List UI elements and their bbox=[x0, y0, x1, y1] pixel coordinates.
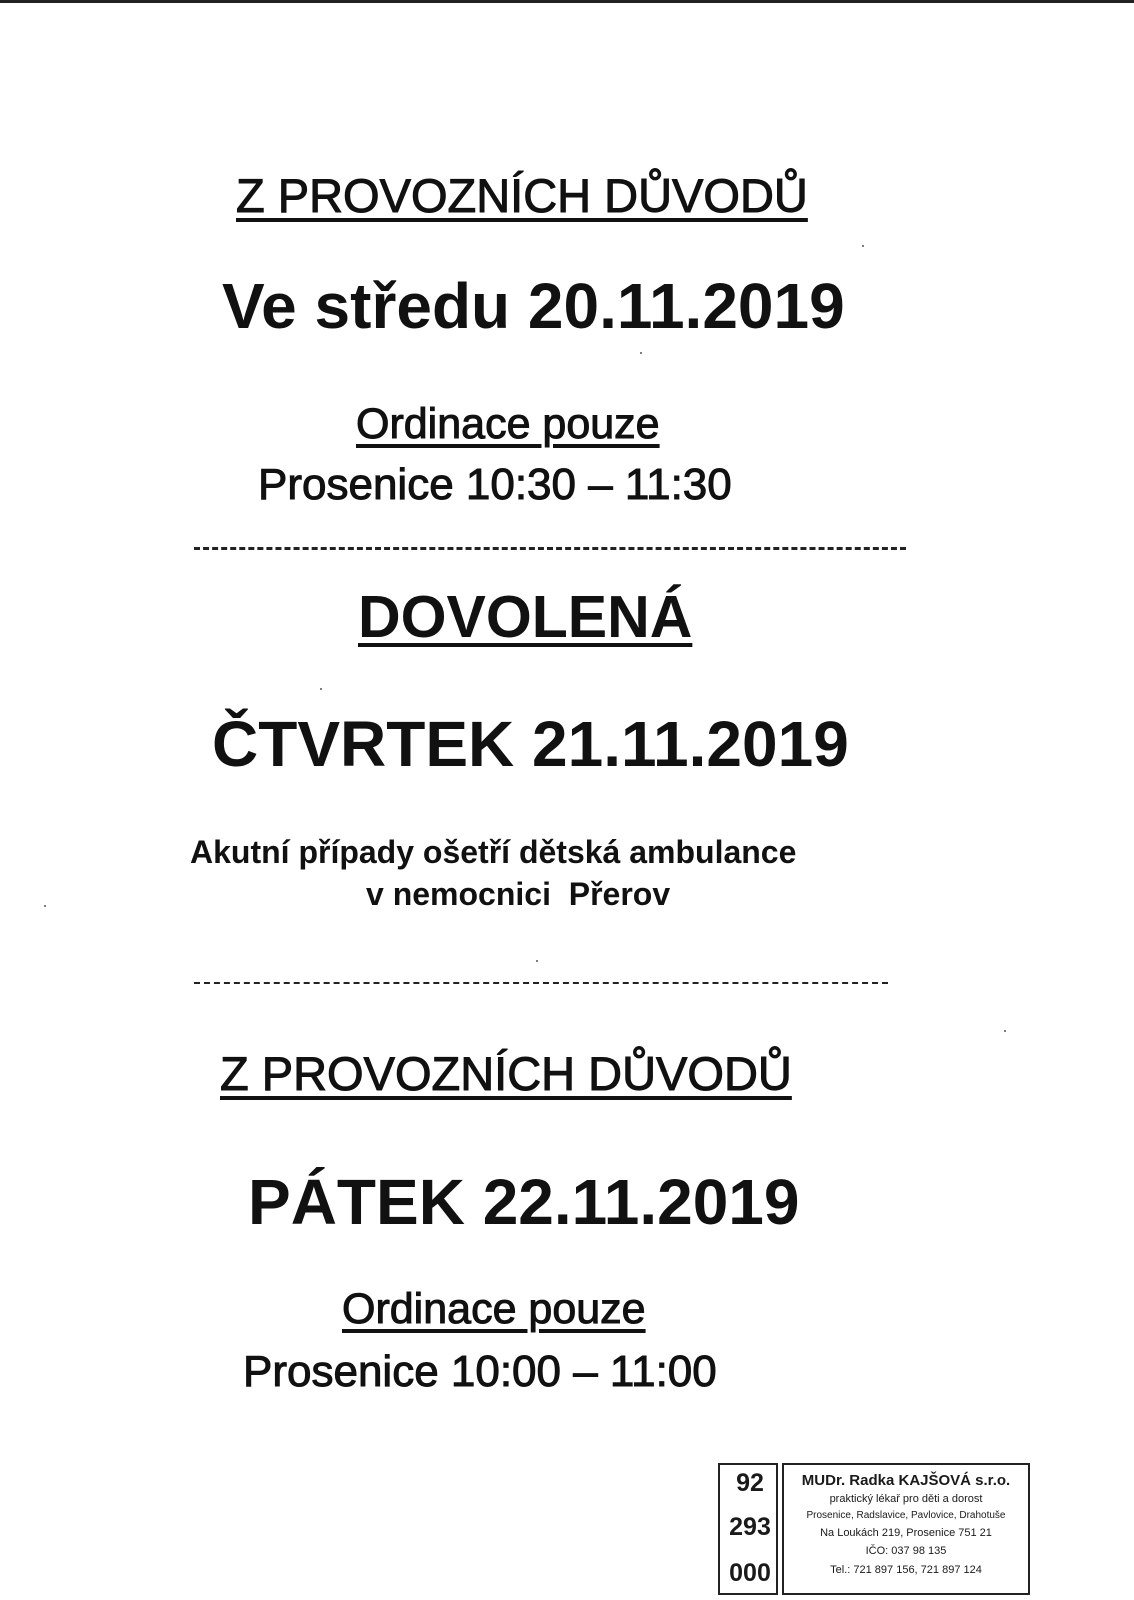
heading-operational-reasons-2: Z PROVOZNÍCH DŮVODŮ bbox=[220, 1047, 792, 1100]
stamp-places: Prosenice, Radslavice, Pavlovice, Drahotuše bbox=[806, 1510, 1006, 1521]
dashed-separator-1 bbox=[194, 547, 906, 550]
stamp-address: Na Loukách 219, Prosenice 751 21 bbox=[820, 1527, 992, 1539]
scan-speck bbox=[44, 905, 46, 907]
hours-wednesday: Prosenice 10:30 – 11:30 bbox=[258, 460, 732, 509]
vacation-heading: DOVOLENÁ bbox=[358, 584, 693, 650]
stamp-code-1: 92 bbox=[736, 1469, 764, 1497]
stamp-name: MUDr. Radka KAJŠOVÁ s.r.o. bbox=[801, 1472, 1011, 1489]
acute-cases-line-1: Akutní případy ošetří dětská ambulance bbox=[190, 834, 797, 870]
scan-speck bbox=[320, 688, 322, 690]
scan-speck bbox=[536, 960, 538, 962]
date-friday: PÁTEK 22.11.2019 bbox=[248, 1166, 800, 1238]
stamp-role: praktický lékař pro děti a dorost bbox=[829, 1493, 983, 1505]
hours-friday: Prosenice 10:00 – 11:00 bbox=[243, 1347, 717, 1396]
doctor-stamp bbox=[718, 1463, 1030, 1595]
scan-speck bbox=[1004, 1030, 1006, 1032]
scan-speck bbox=[640, 352, 642, 354]
scan-speck bbox=[862, 245, 864, 247]
office-only-label-2: Ordinace pouze bbox=[342, 1285, 646, 1333]
stamp-phone: Tel.: 721 897 156, 721 897 124 bbox=[830, 1564, 982, 1576]
stamp-code-2: 293 bbox=[729, 1513, 771, 1541]
date-thursday: ČTVRTEK 21.11.2019 bbox=[212, 708, 849, 780]
stamp-provider-code bbox=[718, 1463, 778, 1595]
dashed-separator-2 bbox=[194, 982, 888, 984]
stamp-details bbox=[782, 1463, 1030, 1595]
heading-operational-reasons-1: Z PROVOZNÍCH DŮVODŮ bbox=[236, 169, 808, 222]
date-wednesday: Ve středu 20.11.2019 bbox=[222, 270, 845, 342]
stamp-ico: IČO: 037 98 135 bbox=[865, 1545, 947, 1557]
stamp-code-3: 000 bbox=[729, 1559, 771, 1587]
page-top-edge bbox=[0, 0, 1134, 3]
acute-cases-line-2: v nemocnici Přerov bbox=[366, 876, 671, 912]
office-only-label-1: Ordinace pouze bbox=[356, 400, 660, 448]
